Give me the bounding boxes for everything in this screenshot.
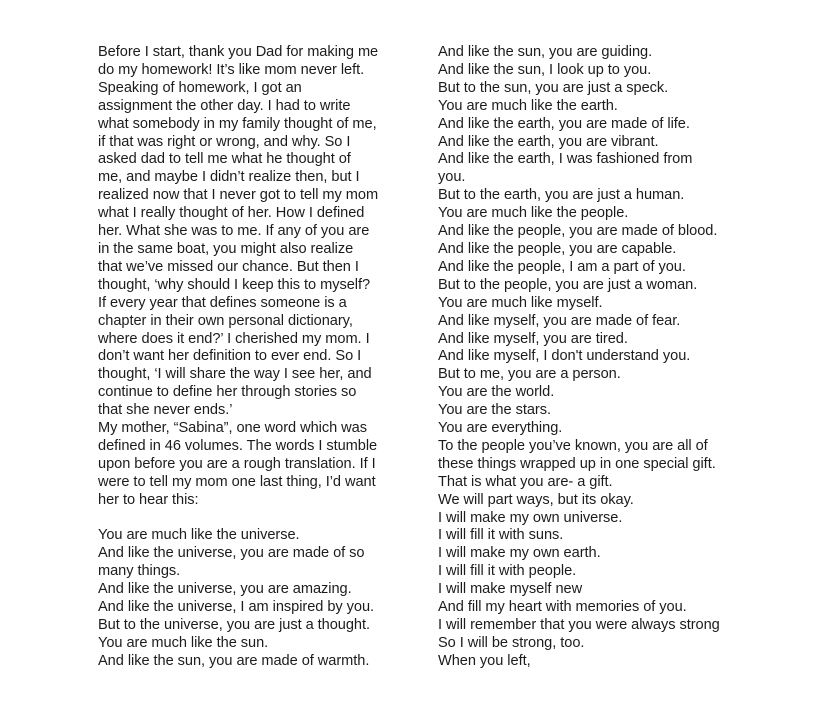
text-line: And like the people, you are made of blood. [438, 223, 718, 240]
text-line: were to tell my mom one last thing, I’d want [98, 473, 376, 490]
text-line: And like the universe, you are amazing. [98, 581, 352, 598]
text-line: And fill my heart with memories of you. [438, 599, 687, 616]
text-line: But to the earth, you are just a human. [438, 187, 685, 204]
text-line: And like myself, you are made of fear. [438, 312, 681, 329]
text-line: what somebody in my family thought of me, [98, 115, 377, 132]
text-line: And like the sun, you are made of warmth. [98, 652, 370, 669]
text-line: thought, ‘I will share the way I see her, and [98, 366, 372, 383]
text-line: I will fill it with suns. [438, 527, 564, 544]
text-line: asked dad to tell me what he thought of [98, 151, 351, 168]
text-line: that we’ve missed our chance. But then I [98, 258, 359, 275]
text-line: And like the universe, I am inspired by you. [98, 599, 375, 616]
text-line: upon before you are a rough translation. If I [98, 455, 376, 472]
text-line: I will remember that you were always strong [438, 617, 720, 633]
text-line: You are the stars. [438, 402, 551, 419]
text-line: realized now that I never got to tell my mom [98, 187, 379, 204]
text-line: her. What she was to me. If any of you are [98, 223, 370, 240]
text-line: You are much like myself. [438, 294, 603, 311]
text-line: And like the sun, you are guiding. [438, 44, 653, 60]
text-line: these things wrapped up in one special gift. [438, 455, 716, 472]
text-line: And like the earth, you are made of life. [438, 115, 690, 132]
text-line: And like the earth, I was fashioned from [438, 151, 693, 168]
text-line: I will make my own earth. [438, 545, 601, 562]
text-line: And like myself, you are tired. [438, 330, 628, 347]
text-line: many things. [98, 563, 181, 580]
text-line: I will make myself new [438, 581, 583, 598]
text-line: And like the earth, you are vibrant. [438, 133, 659, 150]
text-line: You are the world. [438, 384, 555, 401]
text-line: where does it end?’ I cherished my mom. I [98, 330, 370, 347]
text-line: We will part ways, but its okay. [438, 491, 634, 508]
right-text-column [438, 44, 748, 671]
text-line: But to the people, you are just a woman. [438, 276, 698, 293]
text-line: defined in 46 volumes. The words I stumble [98, 437, 378, 454]
text-line: To the people you’ve known, you are all of [438, 437, 708, 454]
text-line: Before I start, thank you Dad for making me [98, 44, 379, 60]
text-line: Speaking of homework, I got an [98, 79, 302, 96]
text-line: thought, ‘why should I keep this to myself? [98, 276, 371, 293]
text-line: what I really thought of her. How I defined [98, 205, 365, 222]
text-line: But to me, you are a person. [438, 366, 621, 383]
text-line: her to hear this: [98, 491, 199, 508]
text-line: You are much like the sun. [98, 634, 269, 651]
text-line: My mother, “Sabina”, one word which was [98, 420, 367, 437]
text-line: You are everything. [438, 420, 563, 437]
text-line: But to the universe, you are just a thought. [98, 616, 371, 633]
text-line: And like the universe, you are made of so [98, 545, 365, 562]
text-line: If every year that defines someone is a [98, 294, 347, 311]
text-line: if that was right or wrong, and why. So I [98, 133, 351, 150]
text-line: in the same boat, you might also realize [98, 240, 354, 257]
text-line: assignment the other day. I had to write [98, 97, 351, 114]
text-line: me, and maybe I didn’t realize then, but I [98, 169, 360, 186]
text-line: When you left, [438, 652, 531, 669]
text-line: don’t want her definition to ever end. So I [98, 348, 362, 365]
left-text-column [98, 44, 398, 671]
text-line: that she never ends.’ [98, 402, 233, 419]
text-line: So I will be strong, too. [438, 634, 585, 651]
text-line: And like the people, I am a part of you. [438, 258, 686, 275]
blank-line [98, 510, 398, 528]
text-line: continue to define her through stories so [98, 384, 357, 401]
text-line: you. [438, 169, 466, 186]
text-line: do my homework! It’s like mom never left. [98, 61, 365, 78]
text-line: You are much like the earth. [438, 97, 618, 114]
text-line: And like the sun, I look up to you. [438, 61, 652, 78]
text-line: And like myself, I don't understand you. [438, 348, 691, 365]
text-line: I will fill it with people. [438, 563, 577, 580]
text-line: chapter in their own personal dictionary, [98, 312, 353, 329]
text-line: But to the sun, you are just a speck. [438, 79, 669, 96]
text-line: And like the people, you are capable. [438, 240, 677, 257]
text-line: You are much like the universe. [98, 527, 300, 544]
text-line: You are much like the people. [438, 205, 629, 222]
text-line: That is what you are- a gift. [438, 473, 613, 490]
text-line: I will make my own universe. [438, 509, 623, 526]
